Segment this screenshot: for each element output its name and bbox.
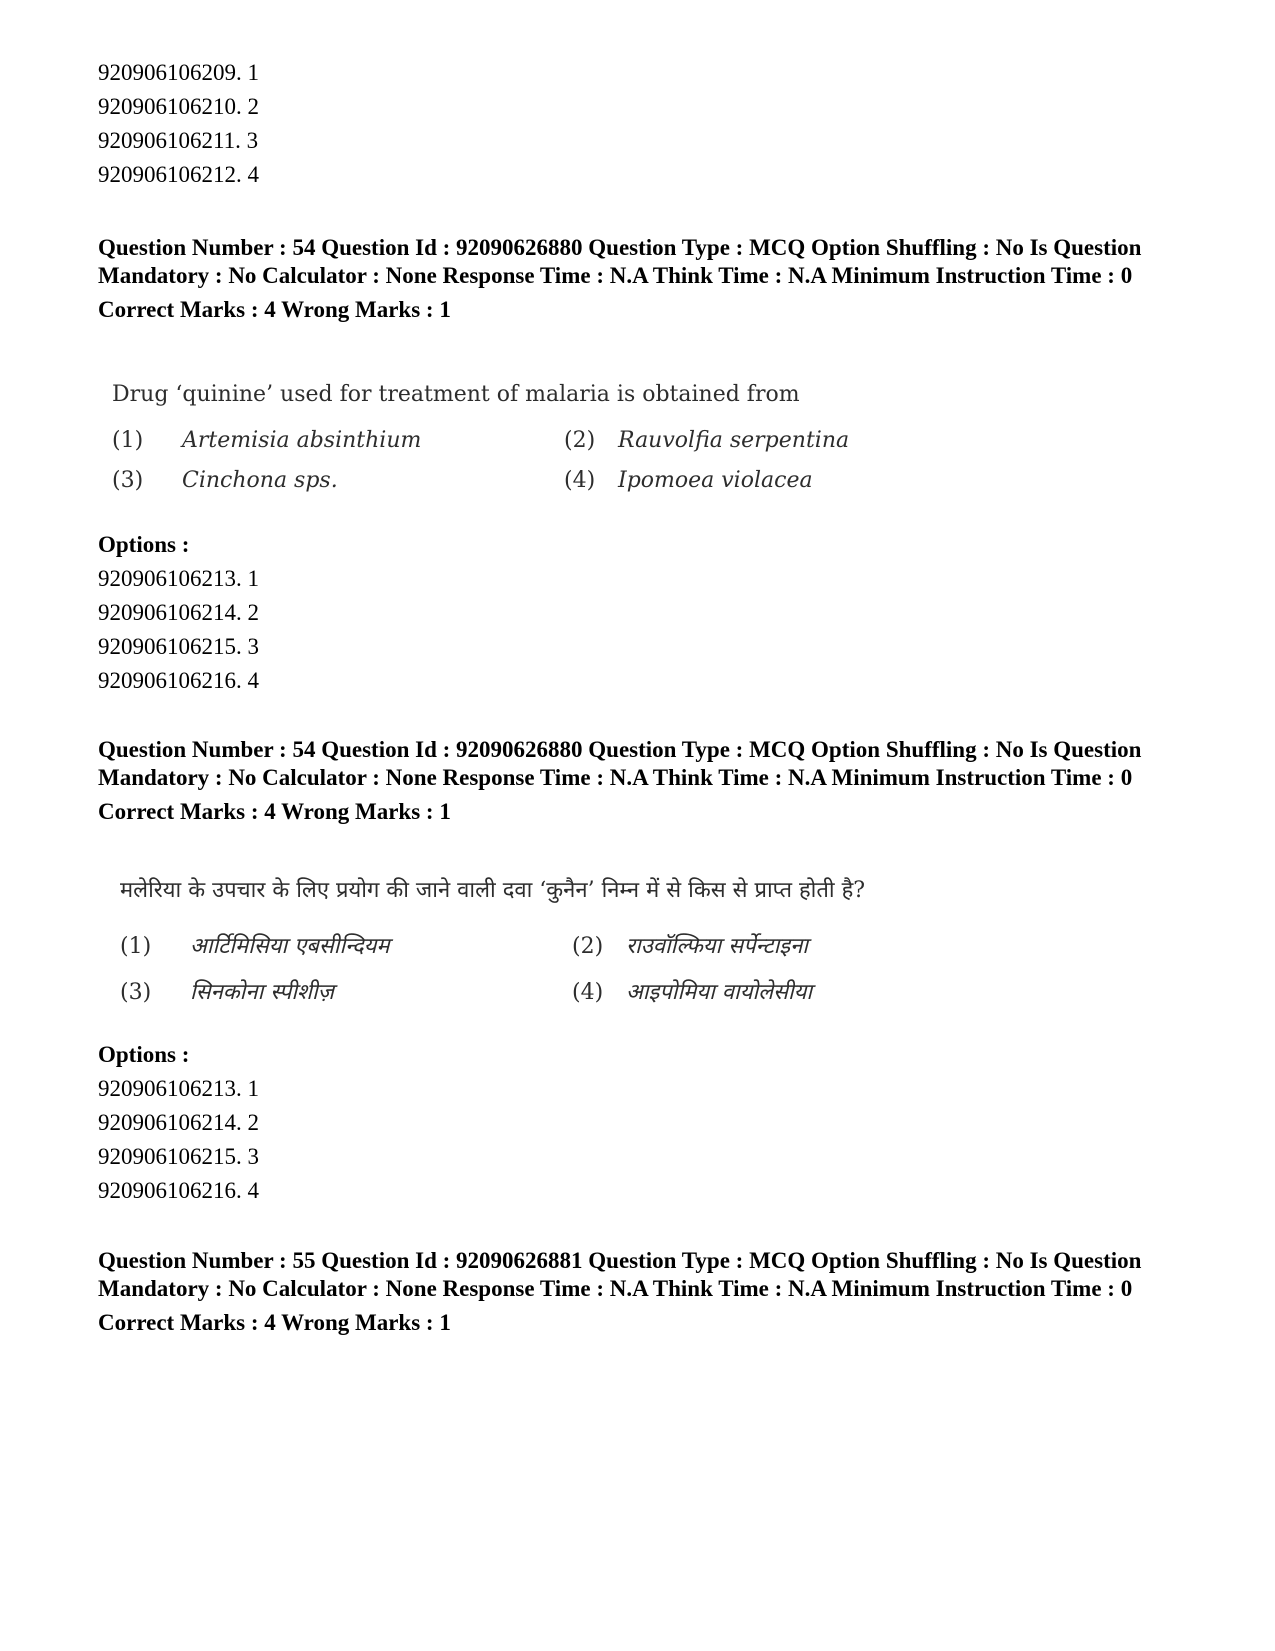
option-id: 920906106214. 2 — [98, 600, 259, 625]
choice-text: Artemisia absinthium — [182, 428, 422, 453]
previous-question-options — [98, 56, 259, 192]
choice-number: (4) — [572, 980, 604, 1005]
question-text: Drug ‘quinine’ used for treatment of malaria is obtained from — [112, 382, 800, 407]
question-meta: Question Number : 54 Question Id : 92090626880 Question Type : MCQ Option Shuffling : No Is Question Mandatory : No Calculator : None Response Time : N.A Think Time : N.A Minimum Instruction Time : 0 — [98, 737, 1142, 790]
choice-number: (1) — [120, 934, 152, 959]
question-54-hi-header — [98, 736, 1178, 826]
choice-1 — [120, 932, 390, 962]
option-id: 920906106215. 3 — [98, 1144, 259, 1169]
choice-text: Ipomoea violacea — [618, 468, 813, 493]
option-id: 920906106213. 1 — [98, 1076, 259, 1101]
choice-3 — [120, 978, 334, 1008]
option-id: 920906106214. 2 — [98, 1110, 259, 1135]
question-54-en-header — [98, 234, 1178, 324]
choice-number: (3) — [112, 468, 144, 493]
options-label: Options : — [98, 1042, 190, 1067]
choice-number: (2) — [572, 934, 604, 959]
choice-text: Rauvolfia serpentina — [618, 428, 850, 453]
option-id: 920906106210. 2 — [98, 94, 259, 119]
question-meta: Question Number : 55 Question Id : 92090626881 Question Type : MCQ Option Shuffling : No Is Question Mandatory : No Calculator : None Response Time : N.A Think Time : N.A Minimum Instruction Time : 0 — [98, 1248, 1142, 1301]
option-id: 920906106215. 3 — [98, 634, 259, 659]
choice-text: Cinchona sps. — [182, 468, 338, 493]
option-id: 920906106211. 3 — [98, 128, 259, 153]
choice-2 — [572, 932, 808, 962]
option-id: 920906106216. 4 — [98, 1178, 259, 1203]
question-55-header — [98, 1247, 1178, 1337]
choice-number: (1) — [112, 428, 144, 453]
choice-text: आइपोमिया वायोलेसीया — [626, 980, 813, 1005]
question-54-hi-options — [98, 1038, 259, 1208]
choice-1 — [112, 426, 421, 456]
question-marks: Correct Marks : 4 Wrong Marks : 1 — [98, 1310, 451, 1335]
option-id: 920906106216. 4 — [98, 668, 259, 693]
question-meta: Question Number : 54 Question Id : 92090626880 Question Type : MCQ Option Shuffling : No Is Question Mandatory : No Calculator : None Response Time : N.A Think Time : N.A Minimum Instruction Time : 0 — [98, 235, 1142, 288]
question-54-en-options — [98, 528, 259, 698]
choice-number: (3) — [120, 980, 152, 1005]
choice-number: (4) — [564, 468, 596, 493]
choice-text: आर्टिमिसिया एबसीन्दियम — [190, 934, 390, 959]
choice-3 — [112, 466, 338, 496]
option-id: 920906106212. 4 — [98, 162, 259, 187]
choice-4 — [564, 466, 813, 496]
choice-4 — [572, 978, 812, 1008]
question-54-en-body — [112, 380, 892, 510]
choice-number: (2) — [564, 428, 596, 453]
options-label: Options : — [98, 532, 190, 557]
option-id: 920906106209. 1 — [98, 60, 259, 85]
question-marks: Correct Marks : 4 Wrong Marks : 1 — [98, 297, 451, 322]
option-id: 920906106213. 1 — [98, 566, 259, 591]
choice-text: राउवॉल्फिया सर्पेन्टाइना — [626, 934, 809, 959]
question-marks: Correct Marks : 4 Wrong Marks : 1 — [98, 799, 451, 824]
question-text: मलेरिया के उपचार के लिए प्रयोग की जाने वाली दवा ‘कुनैन’ निम्न में से किस से प्राप्त होती है? — [120, 878, 866, 903]
choice-text: सिनकोना स्पीशीज़ — [190, 980, 335, 1005]
choice-2 — [564, 426, 849, 456]
question-54-hi-body — [120, 876, 940, 1026]
